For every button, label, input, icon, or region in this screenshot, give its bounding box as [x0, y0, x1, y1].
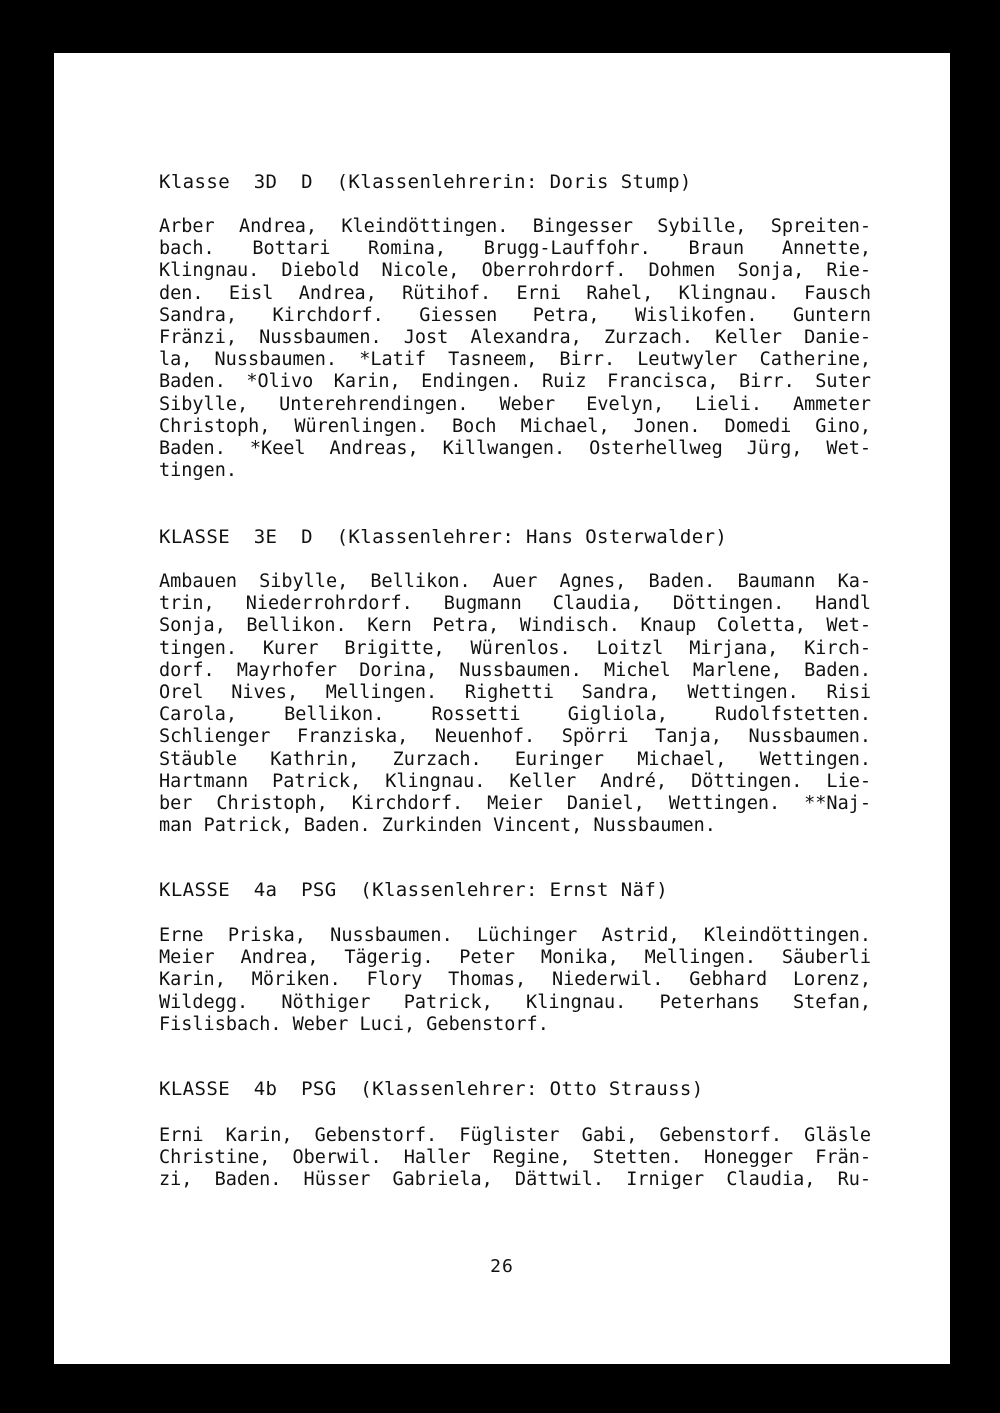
text-line: Fränzi, Nussbaumen. Jost Alexandra, Zurzach. Keller Danie- — [159, 326, 871, 348]
document-page — [54, 53, 950, 1364]
section-heading-3d: Klasse 3D D (Klassenlehrerin: Doris Stump) — [159, 171, 692, 193]
text-line: Wildegg. Nöthiger Patrick, Klingnau. Peterhans Stefan, — [159, 991, 871, 1013]
text-line: Christoph, Würenlingen. Boch Michael, Jonen. Domedi Gino, — [159, 415, 871, 437]
text-line: Baden. *Keel Andreas, Killwangen. Osterhellweg Jürg, Wet- — [159, 437, 871, 459]
page-number: 26 — [490, 1256, 514, 1277]
text-line: Sibylle, Unterehrendingen. Weber Evelyn, Lieli. Ammeter — [159, 393, 871, 415]
text-line: Sonja, Bellikon. Kern Petra, Windisch. Knaup Coletta, Wet- — [159, 615, 871, 637]
text-line: Fislisbach. Weber Luci, Gebenstorf. — [159, 1013, 549, 1035]
section-body-3d — [159, 216, 871, 482]
text-line: trin, Niederrohrdorf. Bugmann Claudia, Döttingen. Handl — [159, 593, 871, 615]
text-line: Meier Andrea, Tägerig. Peter Monika, Mellingen. Säuberli — [159, 947, 871, 969]
text-line: zi, Baden. Hüsser Gabriela, Dättwil. Irniger Claudia, Ru- — [159, 1169, 871, 1191]
text-line: Carola, Bellikon. Rossetti Gigliola, Rudolfstetten. — [159, 704, 871, 726]
text-line: Christine, Oberwil. Haller Regine, Stetten. Honegger Frän- — [159, 1147, 871, 1169]
text-line: den. Eisl Andrea, Rütihof. Erni Rahel, Klingnau. Fausch — [159, 282, 871, 304]
text-line: Erne Priska, Nussbaumen. Lüchinger Astrid, Kleindöttingen. — [159, 925, 871, 946]
text-line: Schlienger Franziska, Neuenhof. Spörri Tanja, Nussbaumen. — [159, 726, 871, 748]
text-line: Erni Karin, Gebenstorf. Füglister Gabi, Gebenstorf. Gläsle — [159, 1125, 871, 1146]
text-line: Ambauen Sibylle, Bellikon. Auer Agnes, Baden. Baumann Ka- — [159, 571, 871, 592]
section-body-3e — [159, 571, 871, 837]
section-body-4b — [159, 1125, 871, 1192]
text-line: tingen. — [159, 460, 237, 482]
section-heading-4a: KLASSE 4a PSG (Klassenlehrer: Ernst Näf) — [159, 879, 669, 901]
section-body-4a — [159, 925, 871, 1036]
text-line: Karin, Möriken. Flory Thomas, Niederwil. Gebhard Lorenz, — [159, 969, 871, 991]
text-line: man Patrick, Baden. Zurkinden Vincent, Nussbaumen. — [159, 815, 716, 837]
text-line: Arber Andrea, Kleindöttingen. Bingesser Sybille, Spreiten- — [159, 216, 871, 237]
text-line: Baden. *Olivo Karin, Endingen. Ruiz Francisca, Birr. Suter — [159, 371, 871, 393]
text-line: Hartmann Patrick, Klingnau. Keller André, Döttingen. Lie- — [159, 770, 871, 792]
text-line: tingen. Kurer Brigitte, Würenlos. Loitzl Mirjana, Kirch- — [159, 637, 871, 659]
text-line: ber Christoph, Kirchdorf. Meier Daniel, Wettingen. **Naj- — [159, 792, 871, 814]
section-heading-3e: KLASSE 3E D (Klassenlehrer: Hans Osterwalder) — [159, 526, 728, 548]
text-line: Orel Nives, Mellingen. Righetti Sandra, Wettingen. Risi — [159, 681, 871, 703]
text-line: Sandra, Kirchdorf. Giessen Petra, Wislikofen. Guntern — [159, 304, 871, 326]
text-line: Stäuble Kathrin, Zurzach. Euringer Michael, Wettingen. — [159, 748, 871, 770]
text-line: la, Nussbaumen. *Latif Tasneem, Birr. Leutwyler Catherine, — [159, 349, 871, 371]
text-line: Klingnau. Diebold Nicole, Oberrohrdorf. Dohmen Sonja, Rie- — [159, 260, 871, 282]
section-heading-4b: KLASSE 4b PSG (Klassenlehrer: Otto Strauss) — [159, 1078, 704, 1100]
text-line: bach. Bottari Romina, Brugg-Lauffohr. Braun Annette, — [159, 238, 871, 260]
text-line: dorf. Mayrhofer Dorina, Nussbaumen. Michel Marlene, Baden. — [159, 659, 871, 681]
